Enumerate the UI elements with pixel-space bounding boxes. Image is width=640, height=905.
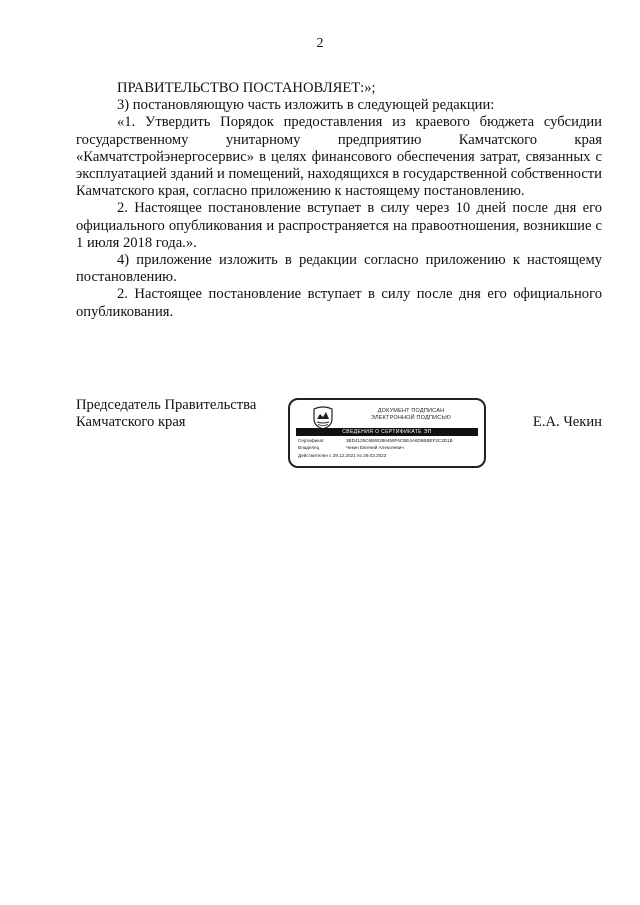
signatory-position-line2: Камчатского края [76, 414, 186, 431]
stamp-header [348, 408, 474, 422]
electronic-signature-stamp [288, 398, 486, 468]
stamp-certificate-bar: СВЕДЕНИЯ О СЕРТИФИКАТЕ ЭП [296, 428, 478, 436]
signatory-name: Е.А. Чекин [532, 414, 602, 430]
stamp-owner-row [298, 445, 404, 451]
document-body [76, 80, 602, 321]
stamp-certificate-label: Сертификат [298, 438, 325, 443]
paragraph-4: 2. Настоящее постановление вступает в силу через 10 дней после дня его официального опубликования и распространяется на правоотношения, возникшие с 1 июля 2018 года.». [76, 200, 602, 251]
stamp-owner-label: Владелец [298, 445, 320, 450]
paragraph-2: 3) постановляющую часть изложить в следующей редакции: [117, 97, 495, 114]
stamp-validity-row: Действителен с 29.12.2021 по 29.03.2023 [298, 453, 387, 458]
paragraph-3: «1. Утвердить Порядок предоставления из краевого бюджета субсидии государственному унитарному предприятию Камчатского края «Камчатстройэнергосервис» в целях финансового обеспечения затрат, связанных с эксплуатацией зданий и помещений, находящихся в государственной собственности Камчатского края, согласно приложению к настоящему постановлению. [76, 114, 602, 200]
paragraph-5: 4) приложение изложить в редакции согласно приложению к настоящему постановлению. [76, 252, 602, 286]
paragraph-1: ПРАВИТЕЛЬСТВО ПОСТАНОВЛЯЕТ:»; [117, 80, 376, 96]
page-number: 2 [316, 36, 324, 51]
stamp-certificate-value: 3BD4125C6B60286459F6CBE4A6D8BBEF2C3D1B [346, 438, 453, 443]
stamp-certificate-row [298, 438, 453, 444]
stamp-header-line2: ЭЛЕКТРОННОЙ ПОДПИСЬЮ [370, 415, 452, 421]
coat-of-arms-icon [312, 406, 334, 430]
stamp-owner-value: Чекин Евгений Алексеевич [346, 445, 404, 450]
signatory-position [76, 397, 256, 431]
stamp-header-line1: ДОКУМЕНТ ПОДПИСАН [377, 408, 445, 414]
paragraph-6: 2. Настоящее постановление вступает в силу после дня его официального опубликования. [76, 286, 602, 320]
signatory-position-line1: Председатель Правительства [76, 397, 257, 413]
